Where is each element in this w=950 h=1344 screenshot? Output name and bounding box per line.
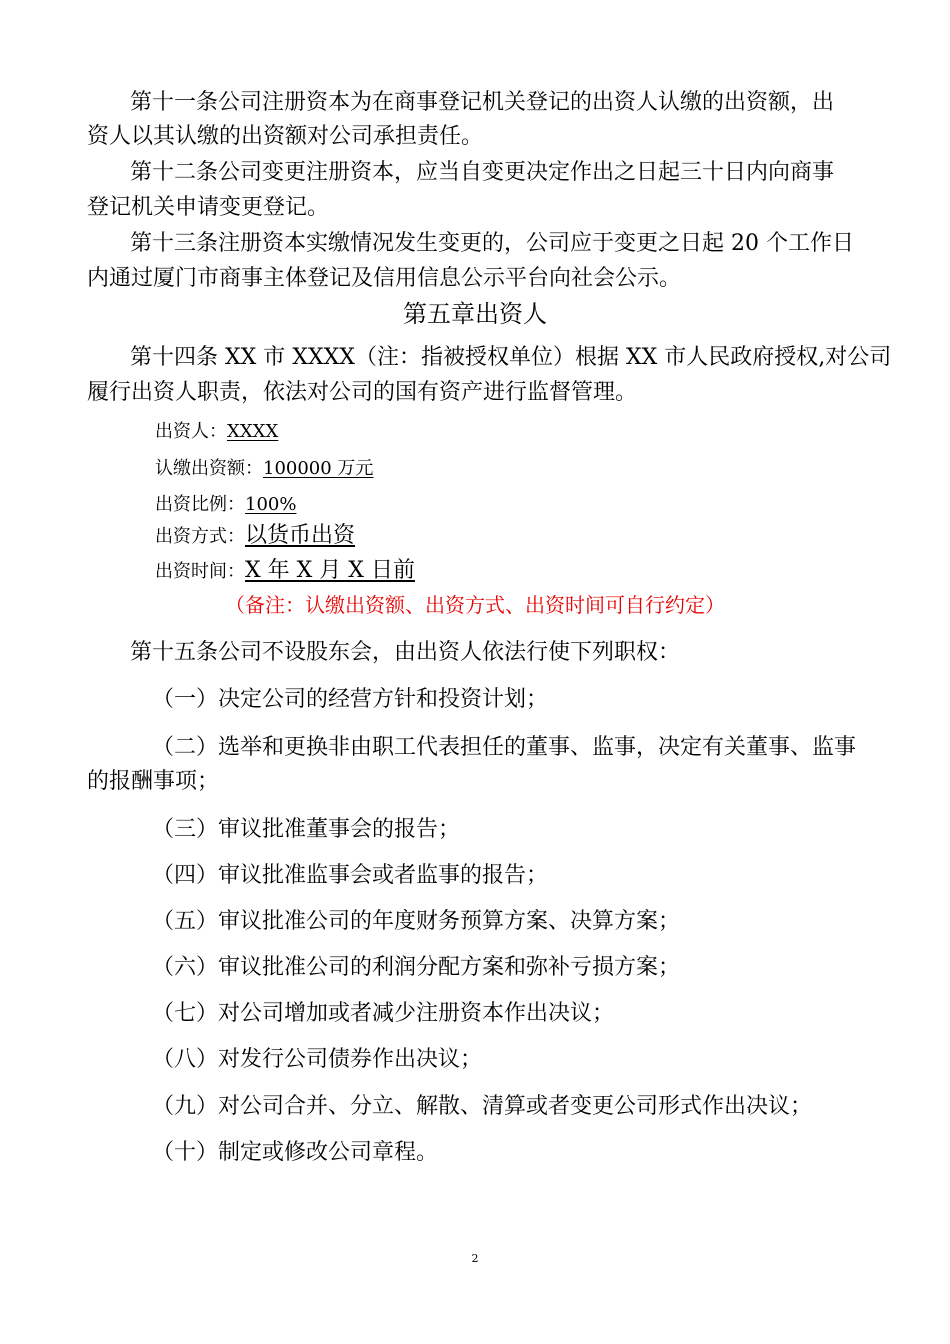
article-12-line-1: 第十二条公司变更注册资本，应当自变更决定作出之日起三十日内向商事	[130, 160, 835, 185]
article-11-line-2: 资人以其认缴的出资额对公司承担责任。	[87, 124, 484, 149]
article-15-item-9: （九）对公司合并、分立、解散、清算或者变更公司形式作出决议；	[152, 1094, 813, 1119]
investor-method-label: 出资方式：	[155, 526, 245, 547]
article-11-line-1: 第十一条公司注册资本为在商事登记机关登记的出资人认缴的出资额，出	[130, 90, 835, 115]
investor-time-row	[155, 557, 415, 586]
investor-name-label: 出资人：	[155, 421, 227, 442]
investor-amount-row	[155, 455, 373, 483]
investor-ratio-label: 出资比例：	[155, 494, 245, 515]
investor-ratio-row	[155, 491, 296, 519]
page-number: 2	[471, 1252, 479, 1265]
investor-ratio-value: 100%	[245, 494, 297, 515]
article-15-item-10: （十）制定或修改公司章程。	[152, 1140, 439, 1165]
article-15-intro: 第十五条公司不设股东会，由出资人依法行使下列职权：	[130, 640, 681, 665]
article-15-item-5: （五）审议批准公司的年度财务预算方案、决算方案；	[152, 909, 681, 934]
article-15-item-4: （四）审议批准监事会或者监事的报告；	[152, 863, 549, 888]
investor-method-value: 以货币出资	[245, 523, 356, 548]
article-13-line-2: 内通过厦门市商事主体登记及信用信息公示平台向社会公示。	[87, 266, 682, 291]
investor-amount-label: 认缴出资额：	[155, 458, 263, 479]
article-12-line-2: 登记机关申请变更登记。	[87, 195, 330, 220]
article-15-item-6: （六）审议批准公司的利润分配方案和弥补亏损方案；	[152, 955, 681, 980]
chapter-title: 第五章出资人	[403, 300, 547, 328]
remark-note: （备注：认缴出资额、出资方式、出资时间可自行约定）	[225, 593, 725, 617]
investor-name-row	[155, 418, 278, 446]
investor-time-value: X 年 X 月 X 日前	[245, 558, 415, 583]
article-14-line-1: 第十四条 XX 市 XXXX（注：指被授权单位）根据 XX 市人民政府授权,对公司	[130, 345, 892, 370]
article-15-item-2-cont: 的报酬事项；	[87, 769, 220, 794]
article-15-item-2: （二）选举和更换非由职工代表担任的董事、监事，决定有关董事、监事	[152, 735, 857, 760]
investor-amount-value: 100000 万元	[263, 458, 374, 479]
article-15-item-1: （一）决定公司的经营方针和投资计划；	[152, 687, 549, 712]
article-15-item-7: （七）对公司增加或者减少注册资本作出决议；	[152, 1001, 615, 1026]
article-15-item-3: （三）审议批准董事会的报告；	[152, 817, 461, 842]
article-14-line-2: 履行出资人职责，依法对公司的国有资产进行监督管理。	[87, 380, 638, 405]
investor-method-row	[155, 522, 355, 551]
article-15-item-8: （八）对发行公司债券作出决议；	[152, 1047, 483, 1072]
investor-time-label: 出资时间：	[155, 561, 245, 582]
investor-name-value: XXXX	[227, 421, 279, 442]
article-13-line-1: 第十三条注册资本实缴情况发生变更的，公司应于变更之日起 20 个工作日	[130, 231, 854, 256]
